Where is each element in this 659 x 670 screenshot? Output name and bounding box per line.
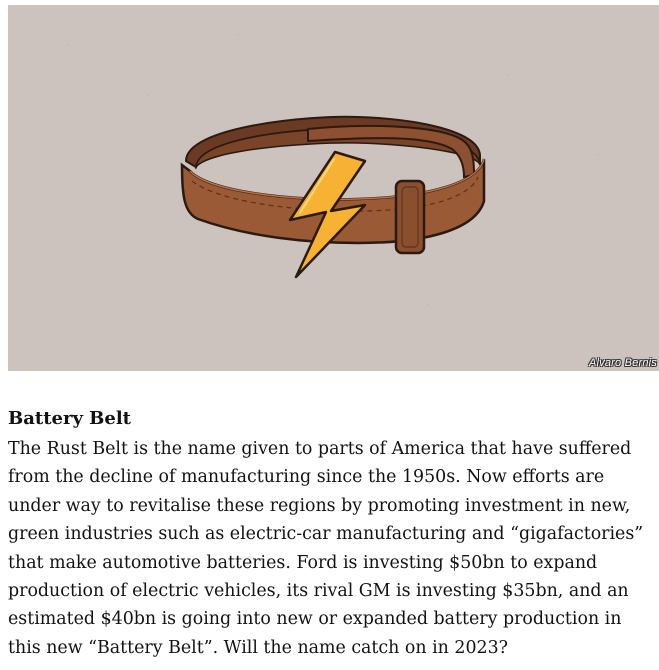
article-headline: Battery Belt <box>8 408 131 429</box>
article-illustration <box>8 5 659 371</box>
image-credit: Alvaro Bernis <box>588 357 657 369</box>
lightning-bolt-icon <box>290 152 365 277</box>
article-body: The Rust Belt is the name given to parts of America that have suffered from the decline of manufacturing since the 1950s. Now efforts are under way to revitalise these regions by promoting investment in new, green industries such as electric-car manufacturing and “gigafactories” that make automotive batteries. Ford is investing $50bn to expand production of electric vehicles, its rival GM is investing $35bn, and an estimated $40bn is going into new or expanded battery production in this new “Battery Belt”. Will the name catch on in 2023? <box>8 439 644 658</box>
belt-illustration <box>8 5 659 371</box>
